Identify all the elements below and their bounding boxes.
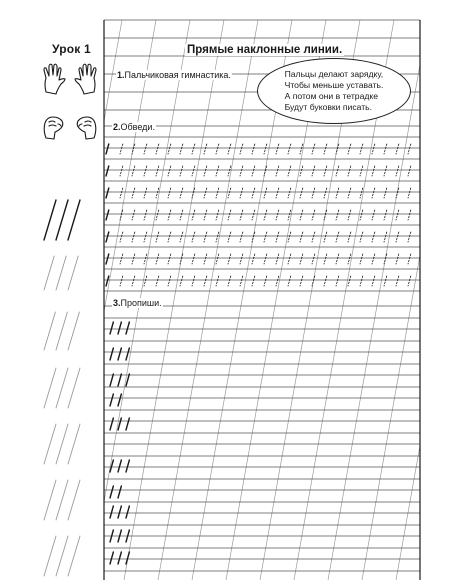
poem-line: Чтобы меньше уставать.: [284, 80, 384, 90]
margin-stroke: [56, 312, 67, 350]
margin-stroke: [44, 480, 56, 520]
poem-line: Пальцы делают зарядку,: [284, 69, 384, 79]
margin-stroke: [56, 256, 66, 290]
task-text: Пальчиковая гимнастика.: [124, 70, 231, 80]
margin-stroke: [68, 424, 80, 464]
margin-stroke: [44, 312, 55, 350]
poem-bubble: [257, 58, 411, 124]
page-heading: Прямые наклонные линии.: [187, 44, 343, 56]
margin-stroke: [68, 200, 80, 240]
margin-stroke: [56, 368, 68, 408]
task-1-label: [116, 70, 232, 80]
margin-stroke: [44, 368, 56, 408]
task-number: 1.: [117, 70, 125, 80]
margin-stroke: [56, 536, 68, 576]
task-3-label: [112, 298, 163, 308]
task-number: 3.: [113, 298, 121, 308]
margin-stroke: [68, 256, 78, 290]
margin-stroke: [68, 368, 80, 408]
margin-stroke: [68, 536, 80, 576]
poem-line: А потом они в тетрадке: [284, 91, 379, 101]
lesson-title: Урок 1: [52, 42, 91, 56]
poem-line: Будут буковки писать.: [284, 102, 373, 112]
open-hands-icon: [40, 62, 100, 98]
margin-stroke: [68, 480, 80, 520]
margin-stroke: [44, 256, 54, 290]
task-2-label: [112, 122, 156, 132]
margin-stroke: [56, 480, 68, 520]
margin-stroke: [44, 424, 56, 464]
margin-stroke: [44, 200, 56, 240]
task-text: Обведи.: [120, 122, 155, 132]
margin-stroke: [56, 424, 68, 464]
task-text: Пропиши.: [120, 298, 162, 308]
margin-stroke: [44, 536, 56, 576]
fist-hands-icon: [40, 112, 100, 142]
margin-stroke: [56, 200, 68, 240]
margin-stroke: [68, 312, 79, 350]
task-number: 2.: [113, 122, 121, 132]
